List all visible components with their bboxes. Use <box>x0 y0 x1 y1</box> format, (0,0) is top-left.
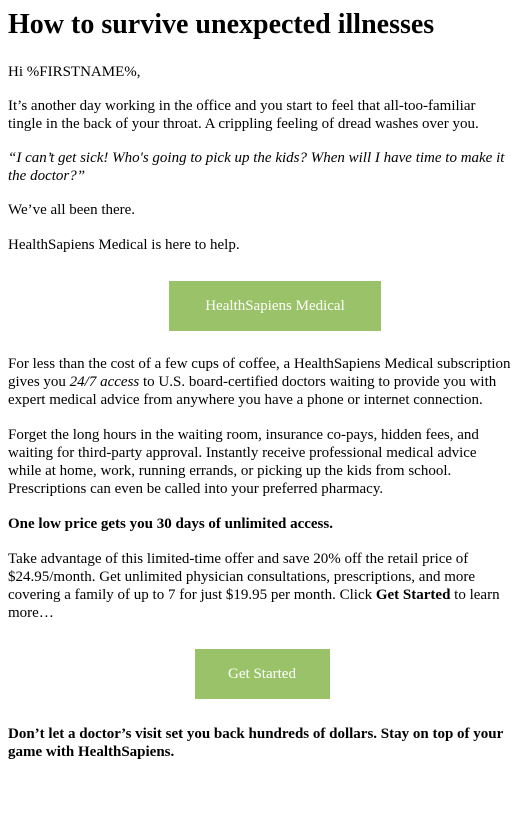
been-there-paragraph: We’ve all been there. <box>8 202 136 218</box>
get-started-button-row <box>8 622 512 699</box>
cost-text-after: to U.S. board-certified doctors waiting to provide you with expert medical advice from anywhere you have a phone or internet connection. <box>8 374 497 408</box>
primary-button-row <box>8 254 512 331</box>
cost-paragraph <box>8 355 512 409</box>
cost-text-before: For less than the cost of a few cups of coffee, a HealthSapiens Medical subscription gives you <box>8 356 511 390</box>
greeting: Hi %FIRSTNAME%, <box>8 64 141 80</box>
closing-paragraph: Don’t let a doctor’s visit set you back hundreds of dollars. Stay on top of your game with HealthSapiens. <box>8 726 504 760</box>
low-price-paragraph: One low price gets you 30 days of unlimited access. <box>8 516 333 532</box>
forget-paragraph: Forget the long hours in the waiting room, insurance co-pays, hidden fees, and waiting for third-party approval. Instantly receive professional medical advice while at home, work, running errands, or picking up the kids from school. Prescriptions can even be called into your preferred pharmacy. <box>8 427 479 497</box>
email-body <box>0 9 520 761</box>
offer-text-after: to learn more… <box>8 587 500 621</box>
cost-emphasis: 24/7 access <box>69 374 140 390</box>
intro-paragraph: It’s another day working in the office and you start to feel that all-too-familiar tingle in the back of your throat. A crippling feeling of dread washes over you. <box>8 98 479 132</box>
get-started-button[interactable]: Get Started <box>195 649 330 699</box>
page-title: How to survive unexpected illnesses <box>8 9 435 40</box>
offer-text-before: Take advantage of this limited-time offer and save 20% off the retail price of $24.95/month. Get unlimited physician consultations, prescriptions, and more covering a family of up to 7 for just $19.95 per month. Click <box>8 551 476 603</box>
quote-paragraph: “I can’t get sick! Who's going to pick up the kids? When will I have time to make it the doctor?” <box>8 150 505 184</box>
healthsapiens-medical-button[interactable]: HealthSapiens Medical <box>169 281 381 331</box>
offer-paragraph <box>8 550 512 622</box>
help-paragraph: HealthSapiens Medical is here to help. <box>8 237 240 253</box>
offer-bold: Get Started <box>375 587 451 603</box>
